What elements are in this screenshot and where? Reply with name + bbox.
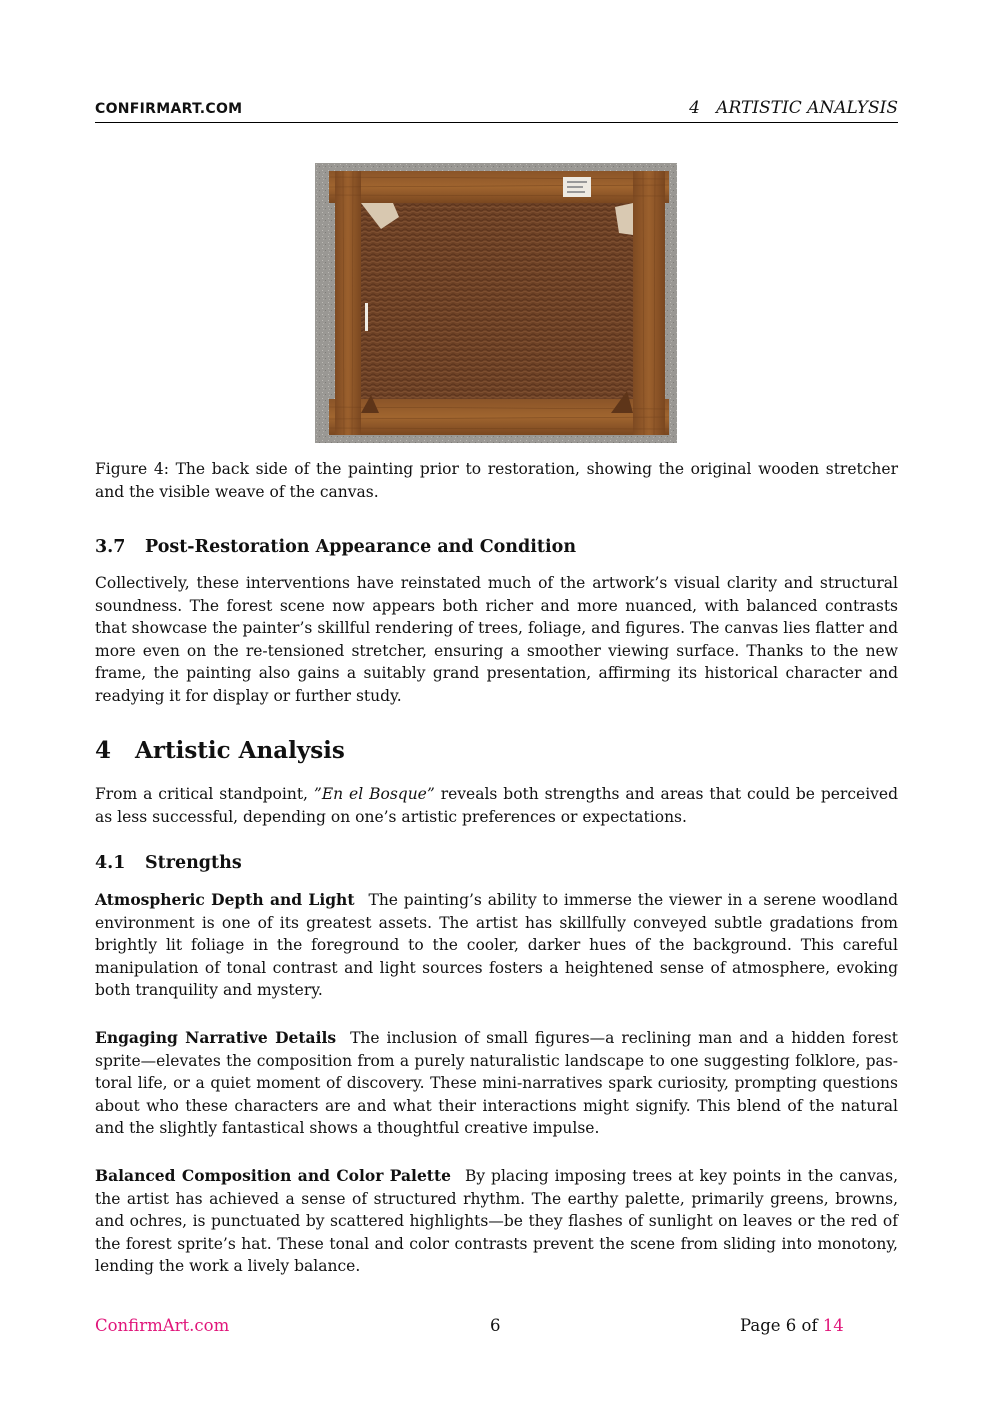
section-number: 3.7 [95, 537, 126, 557]
total-pages-link[interactable]: 14 [822, 1316, 844, 1335]
strength-text: By placing imposing trees at key points in the canvas, the artist has achieved a sense of structured rhythm. The earthy palette, primarily greens, browns, and ochres, is punctuated by scattered highlights—be they flashes of sunlight on leaves or the red of the forest sprite’s hat. These tonal and color contrasts prevent the scene from sliding into monotony, lending the work a lively balance. [95, 1167, 898, 1276]
section-heading-3-7 [95, 537, 576, 557]
section-number: 4 [95, 737, 112, 764]
strength-paragraph [95, 1165, 898, 1278]
site-logo: CONFIRMART.COM [95, 101, 243, 117]
strength-paragraph [95, 1027, 898, 1140]
footer-site-link[interactable]: ConfirmArt.com [95, 1316, 230, 1335]
strength-heading: Engaging Narrative Details [95, 1028, 337, 1047]
painting-back-photo [315, 163, 677, 443]
section-3-7-body: Collectively, these interventions have reinstated much of the artwork’s visual clarity and structural soundness. The forest scene now appears both richer and more nuanced, with balanced contrasts that showcase the painter’s skillful rendering of trees, foliage, and figures. The canvas lies flatter and more even on the re-tensioned stretcher, ensuring a smoother viewing surface. Thanks to the new frame, the painting also gains a suitably grand presentation, affirming its historical character and readying it for display or further study. [95, 574, 898, 705]
section-heading-4 [95, 737, 345, 764]
footer-page-count [740, 1316, 844, 1335]
footer-page-number: 6 [490, 1316, 501, 1335]
running-title: 4 ARTISTIC ANALYSIS [689, 98, 898, 118]
strength-text: The painting’s ability to immerse the viewer in a serene woodland environment is one of its greatest assets. The artist has skillfully conveyed subtle gradations from brightly lit foliage in the foreground to the cooler, darker hues of the background. This careful manipulation of tonal contrast and light sources fosters a heightened sense of atmosphere, evoking both tranquility and mystery. [95, 891, 898, 1000]
section-title: Artistic Analysis [135, 737, 345, 764]
artwork-title: ”En el Bosque” [313, 785, 435, 803]
section-title: Strengths [145, 853, 242, 873]
section-4-intro [95, 783, 898, 828]
strength-paragraph [95, 889, 898, 1002]
section-number: 4.1 [95, 853, 126, 873]
intro-text-before: From a critical standpoint, [95, 785, 314, 803]
strength-heading: Balanced Composition and Color Palette [95, 1166, 451, 1185]
strength-text: The inclusion of small figures—a reclining man and a hidden forest sprite—elevates the composition from a purely naturalistic landscape to one suggesting folklore, pastoral life, or a quiet moment of discovery. These mini-narratives spark curiosity, prompting questions about who these characters are and what their interactions might signify. This blend of the natural and the slightly fantastical shows a thoughtful creative impulse. [95, 1029, 898, 1138]
section-title: Post-Restoration Appearance and Condition [145, 537, 577, 557]
intro-text-after: reveals both strengths and areas that could be perceived as less successful, depending on one’s artistic preferences or expectations. [95, 785, 898, 826]
page-prefix: Page 6 of [740, 1316, 823, 1335]
figure-caption: Figure 4: The back side of the painting prior to restoration, showing the original wooden stretcher and the visible weave of the canvas. [95, 460, 898, 501]
strength-heading: Atmospheric Depth and Light [95, 890, 355, 909]
page-header [95, 98, 898, 123]
section-heading-4-1 [95, 853, 242, 873]
